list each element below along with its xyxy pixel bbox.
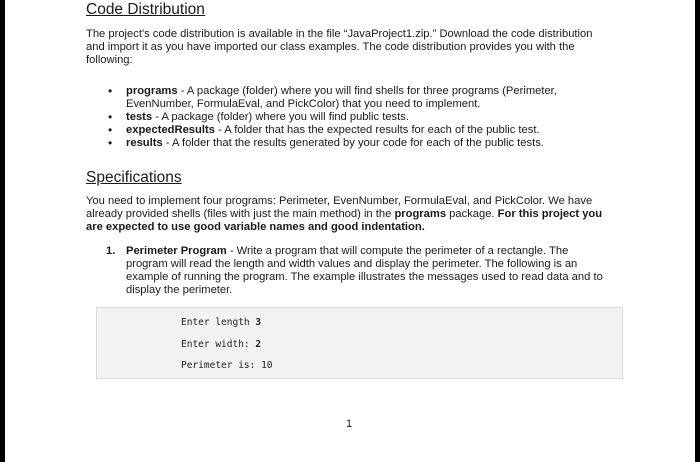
code-distribution-heading: Code Distribution [86, 1, 205, 18]
spec-text-b: package. [446, 208, 498, 220]
item-title: Perimeter Program [126, 245, 227, 257]
code-value: 2 [255, 339, 262, 350]
code-label: Enter width: [181, 339, 256, 350]
item-text: - Write a program that will compute the perimeter of a rectangle. The program will read the length and width values and display the perimeter. The following is an example of running the program. The example illustrates the messages used to read data and to display the perimeter. [126, 245, 603, 296]
specifications-paragraph [86, 195, 606, 234]
spec-programs-bold: programs [394, 208, 447, 220]
spec-requirement-bold: For this project you are expected to use good variable names and good indentation. [86, 208, 603, 233]
perimeter-program-item [106, 245, 606, 297]
item-body [106, 245, 606, 297]
item-term: programs [126, 85, 178, 97]
code-line-length [181, 317, 261, 328]
specifications-heading: Specifications [86, 169, 182, 186]
item-number: 1. [106, 245, 116, 257]
code-label: Enter length [181, 317, 256, 328]
list-item [86, 85, 606, 111]
left-border [0, 0, 5, 462]
page-number: 1 [346, 418, 353, 430]
item-term: expectedResults [126, 124, 215, 136]
list-item [86, 124, 606, 137]
code-value: 3 [255, 317, 262, 328]
item-term: results [126, 137, 163, 149]
right-border [695, 0, 700, 462]
code-line-width [181, 339, 261, 350]
code-line-perimeter: Perimeter is: 10 [181, 360, 273, 371]
item-term: tests [126, 111, 153, 123]
item-desc: - A package (folder) where you will find shells for three programs (Perimeter, EvenNumber, FormulaEval, and PickColor) that you need to implement. [126, 85, 557, 110]
item-desc: - A folder that the results generated by your code for each of the public tests. [162, 137, 544, 149]
spec-text-a: You need to implement four programs: Perimeter, EvenNumber, FormulaEval, and PickColor. We have already provided shells (files with just the main method) in the [86, 195, 593, 220]
list-item [86, 111, 606, 124]
code-example-box [96, 307, 623, 379]
code-distribution-intro: The project's code distribution is available in the file “JavaProject1.zip.” Download the code distribution and import it as you have imported our class examples. The code distribution provides you with the following: [86, 28, 593, 66]
item-desc: - A package (folder) where you will find public tests. [152, 111, 409, 123]
distribution-list [86, 85, 606, 150]
list-item [86, 137, 606, 150]
item-desc: - A folder that has the expected results for each of the public test. [214, 124, 540, 136]
